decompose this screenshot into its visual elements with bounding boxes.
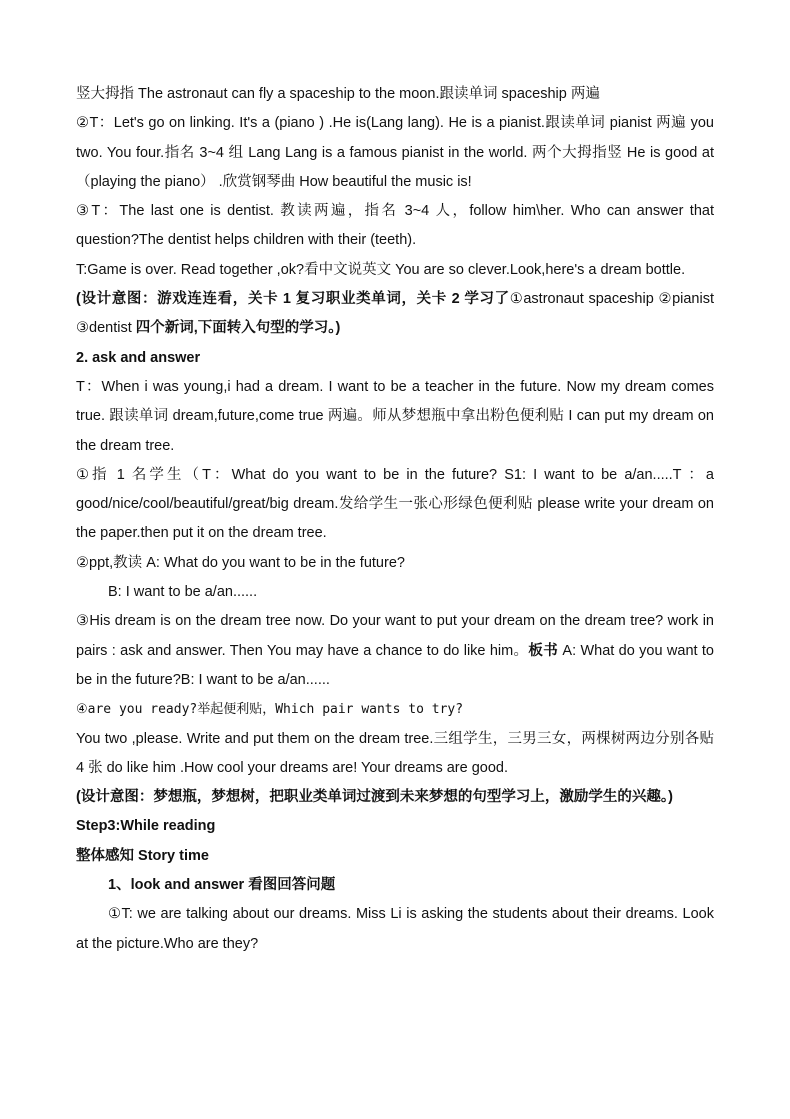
heading-ask-and-answer: 2. ask and answer [76,349,201,366]
paragraph-you-two: You two ,please. Write and put them on the dream tree.三组学生，三男三女，两棵树两边分别各贴 4 张 do like him .How cool your dreams are! Your dreams are good. [76,730,714,776]
paragraph-dentist: ③T：The last one is dentist. 教读两遍，指名 3~4 人，follow him\her. Who can answer that question?The dentist helps children with their (teeth). [76,203,714,249]
paragraph-student-dream: ①指 1 名学生（T：What do you want to be in the future? S1: I want to be a/an.....T ：a good/nice/cool/beautiful/great/big dream.发给学生一张心形绿色便利贴 please write your dream on the paper.then put it on the dream tree. [76,466,714,542]
pair-work-sentences: A: What do you want to be in the future?B: I want to be a/an...... [76,642,714,688]
paragraph-pianist: ②T：Let's go on linking. It's a (piano ) .He is(Lang lang). He is a pianist.跟读单词 pianist 两遍 you two. You four.指名 3~4 组 Lang Lang is a famous pianist in the world. 两个大拇指竖 He is good at （playing the piano） .欣赏钢琴曲 How beautiful the music is! [76,115,714,190]
paragraph-pair-work [76,607,714,695]
paragraph-ppt: ②ppt,教读 A: What do you want to be in the future? [76,554,405,571]
paragraph-game-over: T:Game is over. Read together ,ok?看中文说英文 You are so clever.Look,here's a dream bottle. [76,261,686,278]
design-intent-1 [76,285,714,344]
design-intent-2: (设计意图：梦想瓶，梦想树，把职业类单词过渡到未来梦想的句型学习上，激励学生的兴趣。) [76,789,673,806]
paragraph-talking-dreams: ①T: we are talking about our dreams. Miss Li is asking the students about their dreams. Look at the picture.Who are they? [76,906,714,952]
heading-look-and-answer: 1、look and answer 看图回答问题 [108,877,336,894]
paragraph-spaceship: 竖大拇指 The astronaut can fly a spaceship to the moon.跟读单词 spaceship 两遍 [76,86,600,102]
paragraph-dream: T：When i was young,i had a dream. I want to be a teacher in the future. Now my dream comes true. 跟读单词 dream,future,come true 两遍。师从梦想瓶中拿出粉色便利贴 I can put my dream on the dream tree. [76,378,714,454]
paragraph-answer-b: B: I want to be a/an...... [108,584,258,601]
board-writing-label: 板书 [528,642,559,659]
heading-step3: Step3:While reading [76,818,216,835]
paragraph-ready: ④are you ready?举起便利贴，Which pair wants to try? [76,702,464,718]
heading-story-time: 整体感知 Story time [76,847,209,864]
pair-work-text: ③His dream is on the dream tree now. Do your want to put your dream on the dream tree? work in pairs : ask and answer. Then You may have a chance to do like him。 [76,613,714,659]
document-body [76,80,714,959]
design-intent-1-lead: (设计意图：游戏连连看，关卡 1 复习职业类单词，关卡 2 学习了 [76,291,510,308]
design-intent-1-words: ①astronaut spaceship ②pianist ③dentist [76,291,714,337]
design-intent-1-tail: 四个新词,下面转入句型的学习。) [131,320,341,337]
